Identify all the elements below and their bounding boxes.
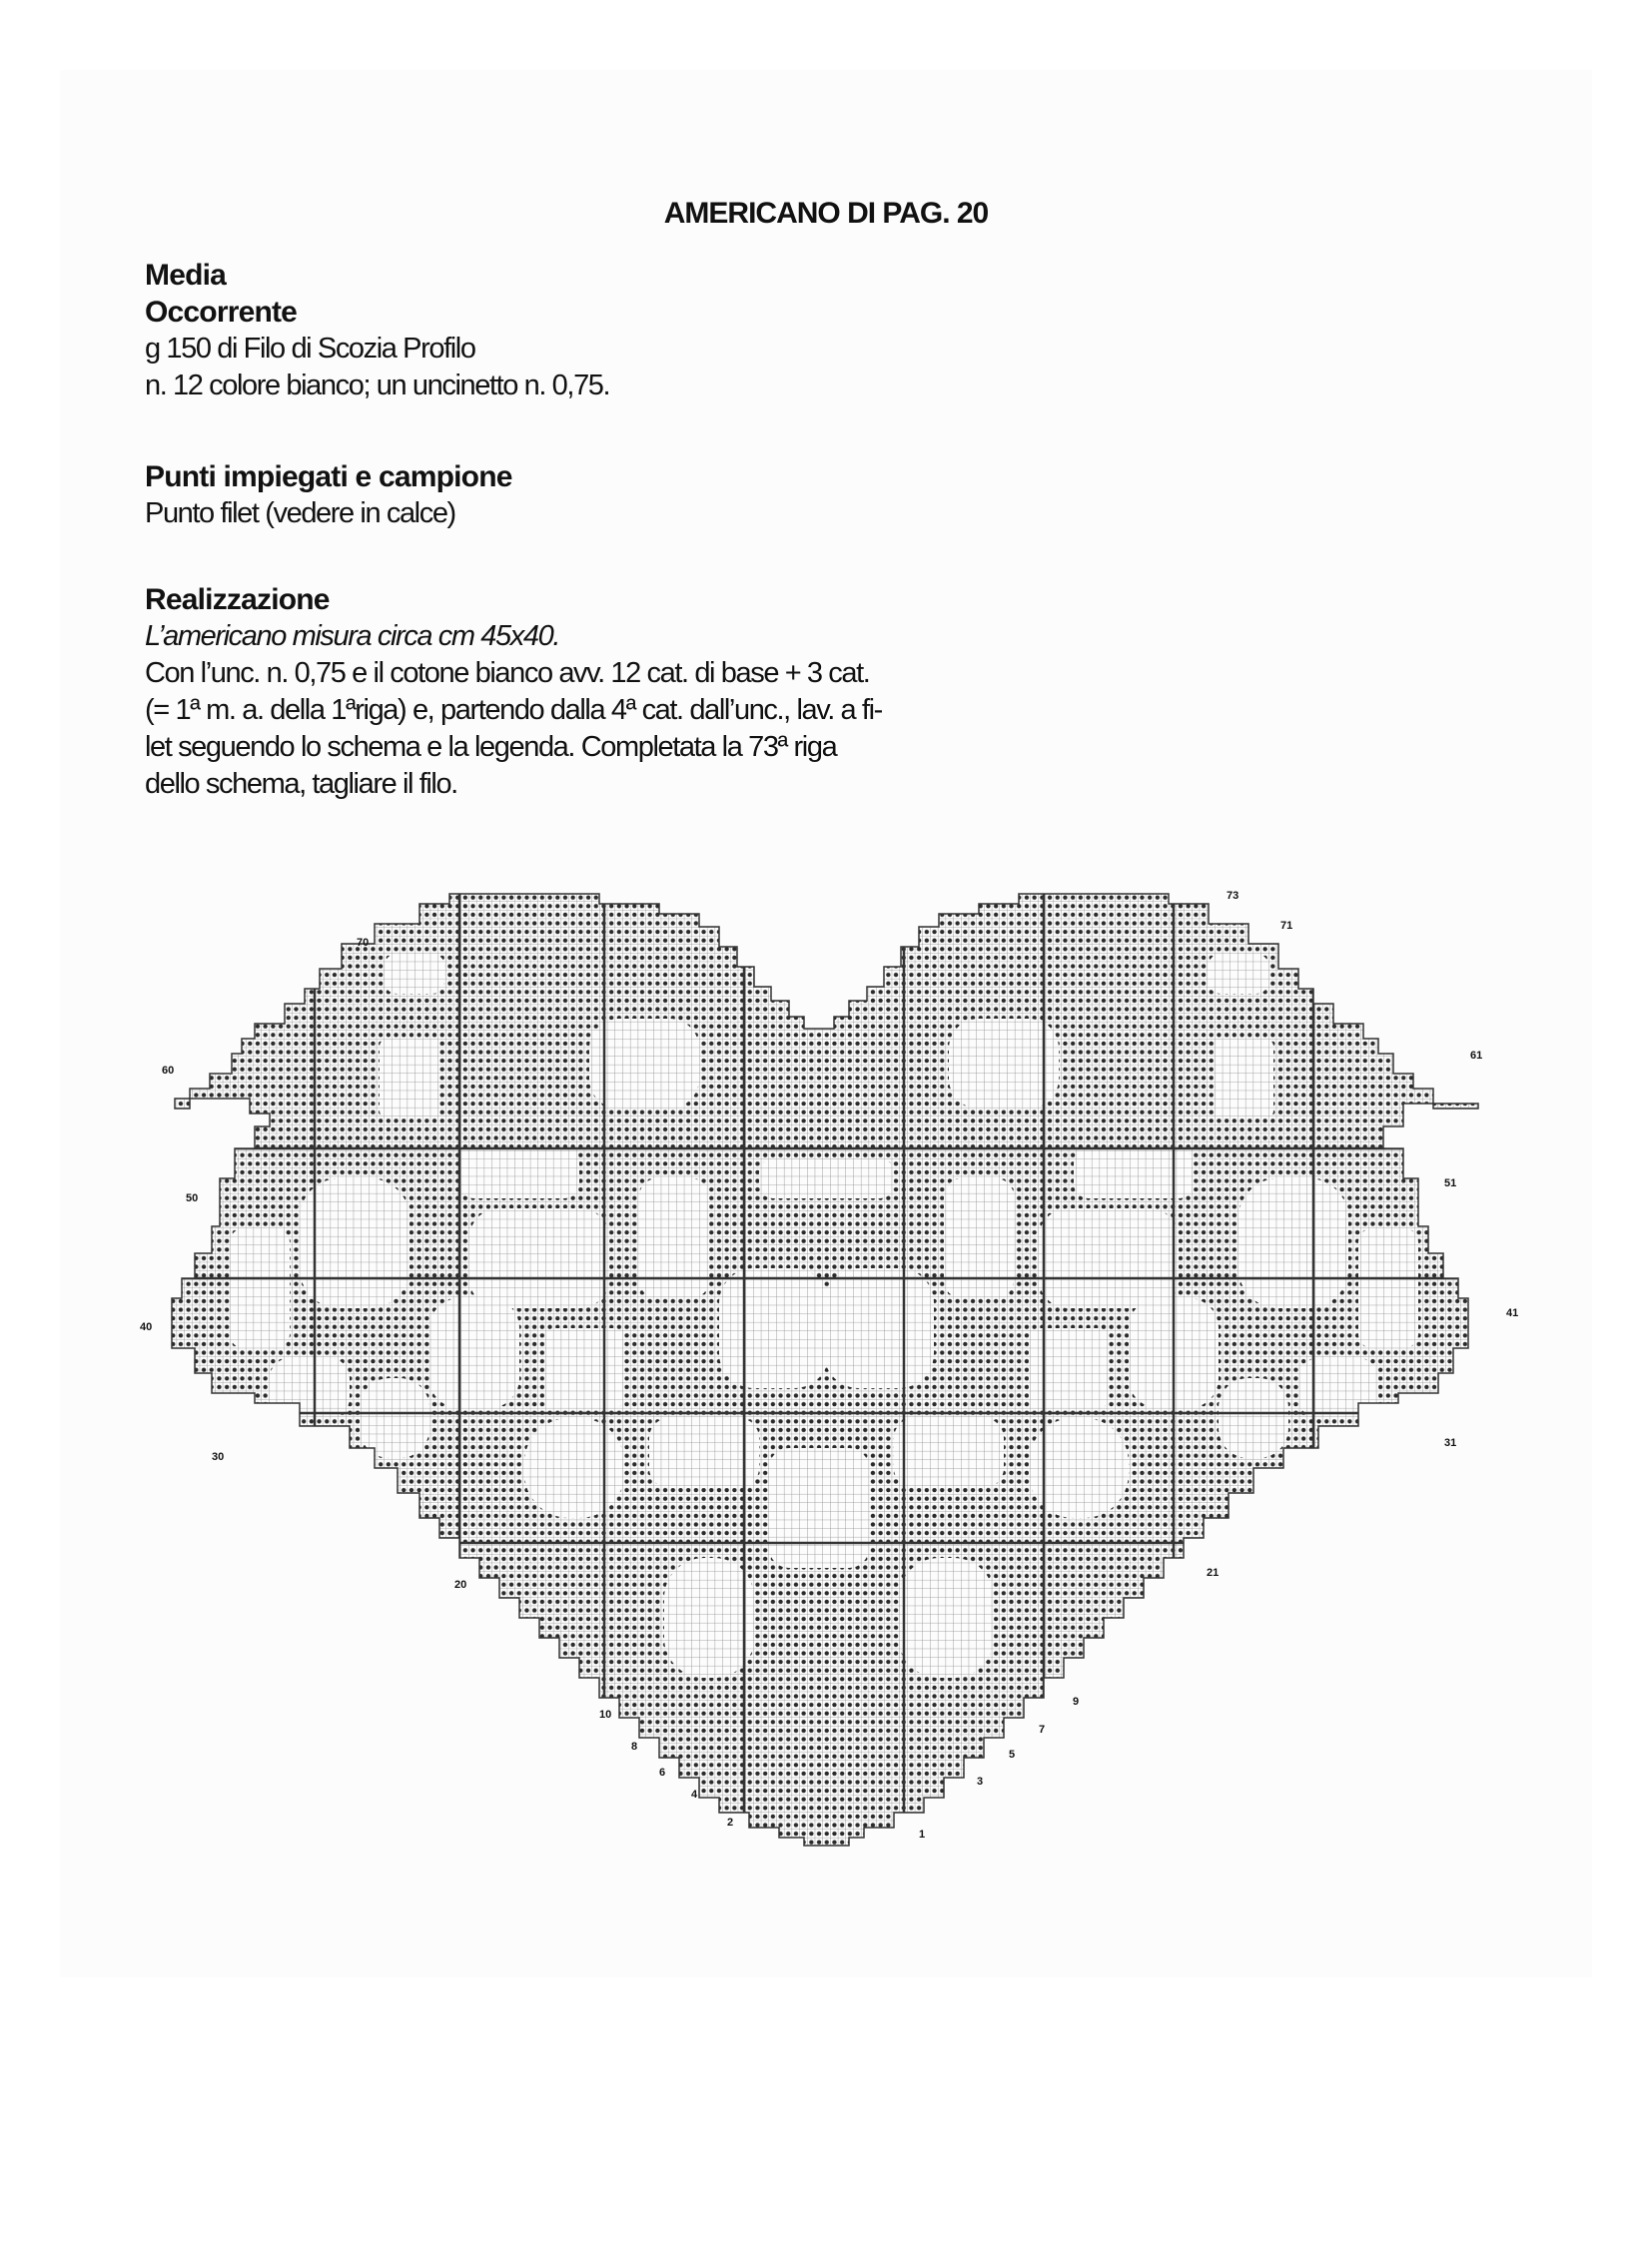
motif-center-square [1029, 1328, 1109, 1408]
motif-petal [429, 1298, 519, 1408]
motif-petal [459, 1148, 579, 1198]
row-number: 7 [1039, 1724, 1046, 1736]
row-number: 6 [659, 1767, 666, 1779]
materials-line: n. 12 colore bianco; un uncinetto n. 0,75. [145, 370, 610, 401]
row-number: 73 [1227, 890, 1239, 902]
motif-petal [894, 1418, 1004, 1488]
motif-center-square [544, 1328, 624, 1408]
difficulty-label: Media [145, 259, 227, 292]
motif-petal [649, 1418, 759, 1488]
motif-petal [589, 1019, 699, 1109]
row-number: 50 [186, 1192, 199, 1204]
motif-petal [944, 1178, 1014, 1298]
row-number: 1 [919, 1829, 926, 1841]
motif-petal [1214, 1039, 1273, 1119]
row-number: 9 [1073, 1696, 1080, 1708]
row-number: 8 [631, 1741, 638, 1753]
motif-lower-petal [664, 1558, 754, 1678]
motif-petal [524, 1418, 624, 1518]
stitches-text: Punto filet (vedere in calce) [145, 497, 455, 529]
motif-petal [719, 1268, 829, 1388]
row-number: 2 [727, 1817, 734, 1829]
motif-petal [300, 1178, 410, 1308]
execution-heading: Realizzazione [145, 583, 330, 616]
row-number: 20 [454, 1579, 467, 1591]
row-number: 60 [162, 1065, 175, 1077]
motif-petal [949, 1019, 1059, 1109]
motif-petal [360, 1378, 429, 1458]
chart-grid-body [160, 879, 1498, 1858]
execution-size: L’americano misura circa cm 45x40. [145, 620, 559, 652]
materials-line: g 150 di Filo di Scozia Profilo [145, 333, 475, 365]
motif-petal [639, 1178, 709, 1298]
motif-petal [380, 1039, 439, 1119]
stitches-heading: Punti impiegati e campione [145, 460, 512, 493]
row-number: 30 [212, 1451, 225, 1463]
row-number: 31 [1444, 1437, 1457, 1449]
page-title: AMERICANO DI PAG. 20 [663, 197, 989, 230]
execution-line: (= 1ª m. a. della 1ªriga) e, partendo dalla 4ª cat. dall’unc., lav. a fi- [145, 694, 882, 726]
row-number: 21 [1207, 1567, 1220, 1579]
execution-line: Con l’unc. n. 0,75 e il cotone bianco avv. 12 cat. di base + 3 cat. [145, 657, 870, 689]
motif-petal [1358, 1228, 1418, 1348]
motif-petal [804, 1158, 894, 1198]
motif-petal [1074, 1148, 1194, 1198]
row-number: 40 [140, 1321, 153, 1333]
execution-line: let seguendo lo schema e la legenda. Completata la 73ª riga [145, 731, 837, 763]
row-number: 4 [691, 1789, 698, 1801]
row-number: 71 [1280, 920, 1293, 932]
motif-petal [1039, 1208, 1179, 1308]
row-number: 61 [1470, 1050, 1483, 1062]
motif-petal [385, 954, 444, 994]
row-number: 41 [1506, 1307, 1519, 1319]
motif-petal [230, 1228, 290, 1348]
motif-petal [1239, 1178, 1348, 1308]
row-number: 51 [1444, 1177, 1457, 1189]
row-number: 70 [357, 937, 370, 949]
row-number: 5 [1009, 1749, 1016, 1761]
motif-petal [270, 1358, 350, 1418]
execution-line: dello schema, tagliare il filo. [145, 768, 457, 800]
row-number: 3 [977, 1776, 984, 1788]
row-number: 10 [599, 1709, 612, 1721]
motif-lower-petal [899, 1558, 994, 1678]
motif-petal [469, 1208, 609, 1308]
motif-petal [1219, 1378, 1288, 1458]
materials-heading: Occorrente [145, 296, 298, 329]
motif-petal [1209, 954, 1268, 994]
motif-lower-petal [769, 1448, 869, 1568]
motif-petal [824, 1268, 934, 1388]
motif-petal [1298, 1358, 1378, 1418]
